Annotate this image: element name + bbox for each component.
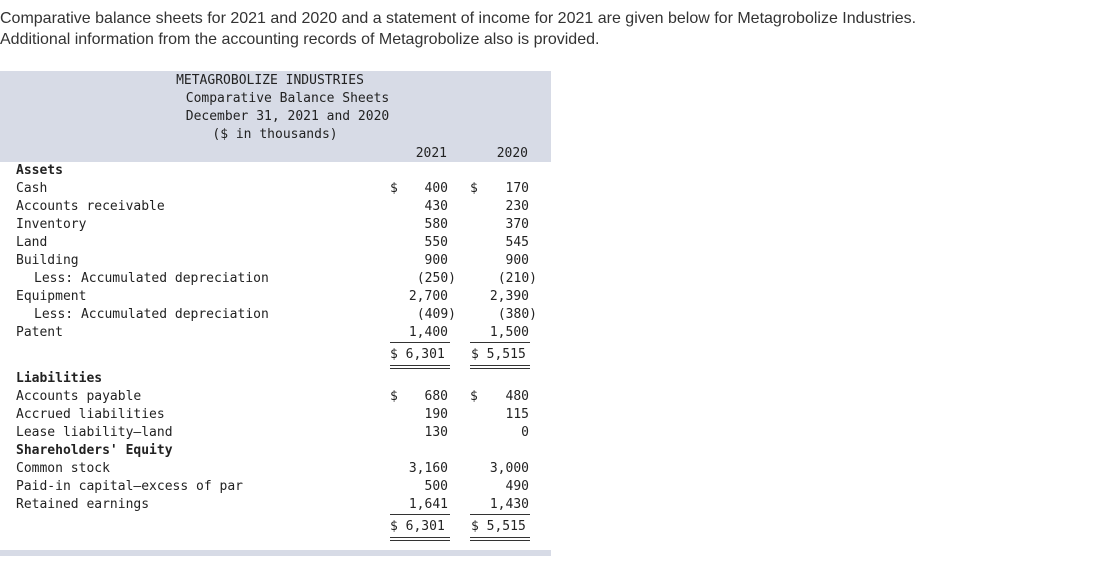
value-2020: 545: [505, 235, 529, 250]
value-2020: 170: [505, 181, 529, 196]
value-2021: 130: [424, 425, 448, 440]
value-2020: 1,430: [489, 497, 529, 512]
statement-units: ($ in thousands): [212, 127, 338, 142]
row-label-accrued-liabilities: Accrued liabilities: [16, 407, 165, 422]
intro-line-2: Additional information from the accounting records of Metagrobolize also is provided.: [0, 31, 600, 48]
liabilities-equity-total-2021: $ 6,301: [390, 519, 445, 534]
value-2021: 1,641: [408, 497, 448, 512]
dollar-sign: $: [390, 389, 398, 404]
value-2020: 0: [521, 425, 529, 440]
liabilities-heading: Liabilities: [16, 371, 103, 386]
column-header-2021: 2021: [415, 146, 447, 161]
liabilities-equity-total-2020: $ 5,515: [471, 519, 526, 534]
row-label-cash: Cash: [16, 181, 48, 196]
dollar-sign: $: [390, 181, 398, 196]
value-2020: 480: [505, 389, 529, 404]
value-2021: 430: [424, 199, 448, 214]
row-label-common-stock: Common stock: [16, 461, 110, 476]
assets-total-2020: $ 5,515: [471, 347, 526, 362]
total-double-underline-2020: [470, 537, 530, 541]
value-2020: 115: [505, 407, 529, 422]
row-label-land: Land: [16, 235, 48, 250]
value-2021: 500: [424, 479, 448, 494]
statement-date: December 31, 2021 and 2020: [185, 109, 390, 124]
row-label-accumulated-depreciation-equipment: Less: Accumulated depreciation: [34, 307, 269, 322]
value-2021: 680: [424, 389, 448, 404]
row-label-accounts-payable: Accounts payable: [16, 389, 142, 404]
value-2020: (210): [497, 271, 537, 286]
subtotal-underline-2021: [390, 342, 450, 343]
value-2021: 400: [424, 181, 448, 196]
row-label-equipment: Equipment: [16, 289, 87, 304]
row-label-inventory: Inventory: [16, 217, 87, 232]
value-2021: 1,400: [408, 325, 448, 340]
row-label-building: Building: [16, 253, 79, 268]
value-2021: 550: [424, 235, 448, 250]
value-2020: 2,390: [489, 289, 529, 304]
company-name: METAGROBOLIZE INDUSTRIES: [176, 73, 364, 88]
value-2020: 230: [505, 199, 529, 214]
value-2021: 3,160: [408, 461, 448, 476]
value-2020: 490: [505, 479, 529, 494]
column-header-2020: 2020: [496, 146, 528, 161]
shareholders-equity-heading: Shareholders' Equity: [16, 443, 173, 458]
subtotal-underline-2020: [470, 514, 530, 515]
total-double-underline-2021: [390, 537, 450, 541]
value-2020: 1,500: [489, 325, 529, 340]
row-label-accumulated-depreciation-building: Less: Accumulated depreciation: [34, 271, 269, 286]
assets-heading: Assets: [16, 163, 63, 178]
intro-line-1: Comparative balance sheets for 2021 and 2020 and a statement of income for 2021 are given below for Metagrobolize Industries.: [0, 10, 917, 27]
value-2021: 580: [424, 217, 448, 232]
subtotal-underline-2021: [390, 514, 450, 515]
value-2020: 900: [505, 253, 529, 268]
row-label-paid-in-capital: Paid-in capital—excess of par: [16, 479, 243, 494]
bottom-band: [0, 550, 551, 556]
value-2021: (250): [416, 271, 456, 286]
total-double-underline-2020: [470, 365, 530, 369]
value-2021: 190: [424, 407, 448, 422]
value-2021: (409): [416, 307, 456, 322]
balance-sheet-table: [0, 71, 551, 556]
total-double-underline-2021: [390, 365, 450, 369]
value-2020: (380): [497, 307, 537, 322]
assets-total-2021: $ 6,301: [390, 347, 445, 362]
value-2020: 370: [505, 217, 529, 232]
value-2021: 2,700: [408, 289, 448, 304]
row-label-patent: Patent: [16, 325, 63, 340]
dollar-sign: $: [470, 389, 478, 404]
row-label-retained-earnings: Retained earnings: [16, 497, 150, 512]
subtotal-underline-2020: [470, 342, 530, 343]
value-2020: 3,000: [489, 461, 529, 476]
statement-title: Comparative Balance Sheets: [185, 91, 390, 106]
dollar-sign: $: [470, 181, 478, 196]
intro-text: [0, 8, 1110, 50]
value-2021: 900: [424, 253, 448, 268]
row-label-lease-liability-land: Lease liability—land: [16, 425, 173, 440]
row-label-accounts-receivable: Accounts receivable: [16, 199, 165, 214]
